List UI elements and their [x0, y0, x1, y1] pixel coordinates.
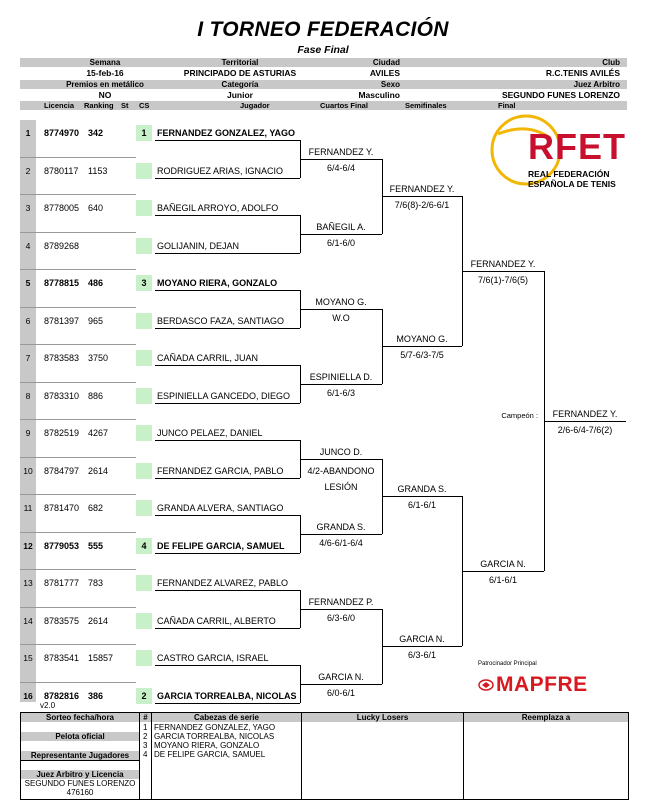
seed-number: 3 [143, 741, 148, 750]
seed-box [136, 313, 152, 329]
player-license: 8781777 [44, 578, 80, 588]
qf-line [300, 309, 382, 310]
seed-box: 1 [136, 125, 152, 141]
category-value: Junior [227, 90, 253, 100]
seed-name: FERNANDEZ GONZALEZ, YAGO [154, 723, 276, 732]
week-value: 15-feb-16 [86, 68, 124, 78]
player-ranking: 2614 [88, 465, 109, 476]
player-name: CAÑADA CARRIL, JUAN [157, 353, 259, 363]
player-line [155, 178, 300, 179]
row-number: 9 [25, 428, 31, 438]
player-license: 8781470 [44, 503, 80, 513]
player-license: 8783583 [44, 353, 80, 363]
mapfre-emblem-icon [478, 679, 494, 691]
sf-winner-name: GRANDA S. [397, 484, 447, 495]
territorial-value: PRINCIPADO DE ASTURIAS [183, 68, 297, 78]
row-separator [20, 382, 136, 383]
seeds-header: Cabezas de serie [152, 713, 301, 722]
qf-winner-name: FERNANDEZ Y. [308, 146, 374, 157]
qf-winner-name: ESPINIELLA D. [309, 371, 373, 382]
player-ranking: 486 [88, 278, 104, 288]
lucky-losers-header: Lucky Losers [302, 713, 463, 722]
player-ranking: 4267 [88, 428, 109, 438]
seed-box [136, 163, 152, 179]
rfet-line1: REAL FEDERACIÓN [528, 169, 610, 179]
qf-winner-name: MOYANO G. [315, 296, 367, 307]
row-separator [20, 269, 136, 270]
qf-line [300, 609, 382, 610]
player-name: DE FELIPE GARCIA, SAMUEL [157, 540, 285, 551]
row-separator [20, 419, 136, 420]
row-number: 7 [25, 353, 31, 363]
seed-box [136, 350, 152, 366]
sponsor-label: Patrocinador Principal [478, 661, 537, 667]
player-license: 8789268 [44, 240, 80, 251]
player-name: GARCIA TORREALBA, NICOLAS [157, 690, 297, 701]
footer-table [20, 712, 629, 800]
player-name: BERDASCO FAZA, SANTIAGO [157, 315, 285, 326]
ref-license-number: 476160 [66, 788, 94, 797]
ref-license-label: Juez Arbitro y Licencia [21, 770, 139, 779]
qf-line [300, 384, 382, 385]
seed-box [136, 650, 152, 666]
seed-hash-header: # [140, 713, 151, 722]
player-line [155, 628, 300, 629]
players-rep-label: Representante Jugadores [21, 751, 139, 760]
row-number: 1 [25, 128, 31, 138]
champion-line [544, 421, 626, 422]
player-ranking: 682 [88, 503, 104, 513]
seed-box [136, 613, 152, 629]
sf-score: 6/3-6/1 [407, 650, 437, 661]
player-line [155, 440, 300, 441]
sf-line [382, 346, 462, 347]
referee-label: Juez Arbitro [573, 80, 620, 89]
qf-winner-name: BAÑEGIL A. [316, 221, 366, 232]
rfet-logo [488, 112, 628, 190]
row-number: 2 [25, 165, 31, 176]
player-ranking: 342 [88, 128, 104, 138]
final-winner-name: FERNANDEZ Y. [470, 259, 536, 270]
rfet-line2: ESPAÑOLA DE TENIS [528, 179, 616, 189]
referee-value: SEGUNDO FUNES LORENZO [501, 90, 620, 100]
seed-name: GARCIA TORREALBA, NICOLAS [154, 732, 275, 741]
player-line [155, 403, 300, 404]
qf-winner-name: GRANDA S. [316, 521, 366, 532]
player-name: GOLIJANIN, DEJAN [157, 240, 240, 251]
qf-line [300, 534, 382, 535]
sf-score: 6/1-6/1 [407, 500, 437, 511]
seed-box [136, 388, 152, 404]
qf-score: 6/0-6/1 [326, 687, 356, 698]
row-separator [20, 307, 136, 308]
player-line [155, 515, 300, 516]
qf-score: 6/4-6/4 [326, 162, 356, 173]
seed-number: 2 [143, 732, 148, 741]
city-label: Ciudad [372, 58, 400, 67]
player-ranking: 965 [88, 315, 104, 326]
player-line [155, 215, 300, 216]
player-name: BAÑEGIL ARROYO, ADOLFO [157, 203, 279, 213]
col-sf: Semifinales [405, 101, 447, 110]
qf-line [300, 459, 382, 460]
row-number: 3 [25, 203, 31, 213]
row-separator [20, 344, 136, 345]
qf-score: 6/1-6/3 [326, 387, 356, 398]
player-ranking: 886 [88, 390, 104, 401]
column-header-bar [20, 101, 627, 110]
row-number: 12 [23, 540, 33, 551]
qf-score: 4/2-ABANDONO LESIÓN [307, 465, 375, 492]
player-license: 8782816 [44, 690, 80, 701]
seed-box: 3 [136, 275, 152, 291]
sf-winner-name: FERNANDEZ Y. [389, 184, 455, 195]
player-name: JUNCO PELAEZ, DANIEL [157, 428, 263, 438]
territorial-label: Territorial [221, 58, 259, 67]
player-ranking: 2614 [88, 615, 109, 626]
version-label: v2.0 [40, 701, 56, 710]
seed-name: DE FELIPE GARCIA, SAMUEL [154, 750, 266, 759]
row-number: 16 [23, 690, 33, 701]
player-license: 8784797 [44, 465, 80, 476]
city-value: AVILES [369, 68, 400, 78]
mapfre-text: MAPFRE [496, 673, 588, 696]
row-separator [20, 607, 136, 608]
seed-box [136, 463, 152, 479]
seed-name: MOYANO RIERA, GONZALO [154, 741, 260, 750]
rfet-text: RFET [528, 126, 626, 167]
sf-score: 7/6(8)-2/6-6/1 [394, 200, 450, 211]
champion-label: Campeón : [501, 411, 538, 421]
player-name: CAÑADA CARRIL, ALBERTO [157, 615, 276, 626]
player-license: 8778005 [44, 203, 80, 213]
champion-name: FERNANDEZ Y. [552, 409, 618, 420]
seed-box: 2 [136, 688, 152, 704]
club-label: Club [602, 58, 620, 67]
sf-line [382, 196, 462, 197]
player-ranking: 386 [88, 690, 104, 701]
col-qf: Cuartos Final [320, 101, 368, 110]
row-number: 5 [25, 278, 31, 288]
row-number: 11 [23, 503, 33, 513]
champion-score: 2/6-6/4-7/6(2) [557, 425, 613, 436]
seed-box [136, 500, 152, 516]
ref-name: SEGUNDO FUNES LORENZO [24, 779, 136, 788]
player-line [155, 703, 300, 704]
player-line [155, 553, 300, 554]
row-number: 8 [25, 390, 31, 401]
page-subtitle: Fase Final [297, 44, 349, 56]
info-value-row-1 [20, 68, 627, 78]
qf-score: 4/6-6/1-6/4 [319, 537, 363, 548]
col-st: St [121, 101, 129, 110]
player-license: 8782519 [44, 428, 80, 438]
row-separator [20, 682, 136, 683]
player-line [155, 140, 300, 141]
seed-box [136, 200, 152, 216]
final-winner-name: GARCIA N. [480, 559, 526, 570]
row-number: 14 [23, 615, 33, 626]
seed-number: 4 [143, 750, 148, 759]
row-separator [20, 157, 136, 158]
row-separator [20, 494, 136, 495]
qf-line [300, 234, 382, 235]
col-ranking: Ranking [84, 101, 114, 110]
col-licencia: Licencia [44, 101, 75, 110]
sf-score: 5/7-6/3-7/5 [400, 350, 444, 361]
mapfre-logo [478, 673, 623, 697]
row-number: 10 [23, 465, 33, 476]
player-license: 8780117 [44, 165, 79, 176]
player-license: 8783541 [44, 653, 80, 663]
player-line [155, 478, 300, 479]
qf-winner-name: GARCIA N. [318, 671, 364, 682]
player-ranking: 555 [88, 540, 104, 551]
info-value-row-2 [20, 90, 627, 100]
qf-score: 6/1-6/0 [326, 237, 356, 248]
sf-winner-name: MOYANO G. [396, 334, 448, 345]
info-label-bar-1 [20, 58, 627, 67]
player-line [155, 253, 300, 254]
row-separator [20, 644, 136, 645]
player-ranking: 3750 [88, 353, 109, 363]
row-number: 6 [25, 315, 31, 326]
player-ranking: 15857 [88, 653, 114, 663]
final-score: 6/1-6/1 [488, 575, 518, 586]
player-license: 8783575 [44, 615, 80, 626]
player-license: 8774970 [44, 128, 80, 138]
final-score: 7/6(1)-7/6(5) [477, 275, 529, 286]
qf-line [300, 159, 382, 160]
row-separator [20, 569, 136, 570]
qf-line [300, 684, 382, 685]
col-cs: CS [139, 101, 150, 110]
draw-date-label: Sorteo fecha/hora [21, 713, 139, 722]
player-license: 8778815 [44, 278, 80, 288]
player-ranking: 783 [88, 578, 104, 588]
week-label: Semana [89, 58, 121, 67]
sf-winner-name: GARCIA N. [399, 634, 445, 645]
player-license: 8781397 [44, 315, 80, 326]
qf-score: W.O [332, 312, 350, 323]
qf-score: 6/3-6/0 [326, 612, 356, 623]
row-separator [20, 232, 136, 233]
row-number: 13 [23, 578, 33, 588]
player-line [155, 365, 300, 366]
row-number: 15 [23, 653, 33, 663]
row-number: 4 [25, 240, 31, 251]
row-separator [20, 532, 136, 533]
player-name: ESPINIELLA GANCEDO, DIEGO [157, 390, 291, 401]
seed-box [136, 575, 152, 591]
info-label-bar-2 [20, 80, 627, 89]
sf-line [382, 646, 462, 647]
final-line [462, 571, 544, 572]
col-final: Final [498, 101, 516, 110]
player-line [155, 328, 300, 329]
player-name: GRANDA ALVERA, SANTIAGO [157, 503, 284, 513]
player-license: 8783310 [44, 390, 80, 401]
player-name: FERNANDEZ ALVAREZ, PABLO [157, 578, 289, 588]
player-name: FERNANDEZ GARCIA, PABLO [157, 465, 284, 476]
qf-winner-name: FERNANDEZ P. [308, 596, 374, 607]
page-title: I TORNEO FEDERACIÓN [197, 18, 449, 41]
player-ranking: 1153 [88, 165, 108, 176]
qf-winner-name: JUNCO D. [319, 446, 363, 457]
prize-value: NO [98, 90, 112, 100]
seed-box: 4 [136, 538, 152, 554]
col-jugador: Jugador [240, 101, 270, 110]
player-name: MOYANO RIERA, GONZALO [157, 278, 278, 288]
player-name: RODRIGUEZ ARIAS, IGNACIO [157, 165, 284, 176]
sex-label: Sexo [380, 80, 400, 89]
ball-label: Pelota oficial [21, 732, 139, 741]
player-name: CASTRO GARCIA, ISRAEL [157, 653, 269, 663]
player-license: 8779053 [44, 540, 80, 551]
club-value: R.C.TENIS AVILÉS [545, 68, 620, 78]
sex-value: Masculino [358, 90, 400, 100]
replaces-header: Reemplaza a [464, 713, 628, 722]
player-line [155, 665, 300, 666]
sf-line [382, 496, 462, 497]
category-label: Categoría [221, 80, 259, 89]
seed-box [136, 238, 152, 254]
prize-label: Premios en metálico [66, 80, 144, 89]
player-line [155, 290, 300, 291]
final-line [462, 271, 544, 272]
player-ranking: 640 [88, 203, 104, 213]
player-line [155, 590, 300, 591]
row-separator [20, 194, 136, 195]
player-name: FERNANDEZ GONZALEZ, YAGO [157, 128, 296, 138]
seed-number: 1 [143, 723, 148, 732]
row-separator [20, 457, 136, 458]
seed-box [136, 425, 152, 441]
